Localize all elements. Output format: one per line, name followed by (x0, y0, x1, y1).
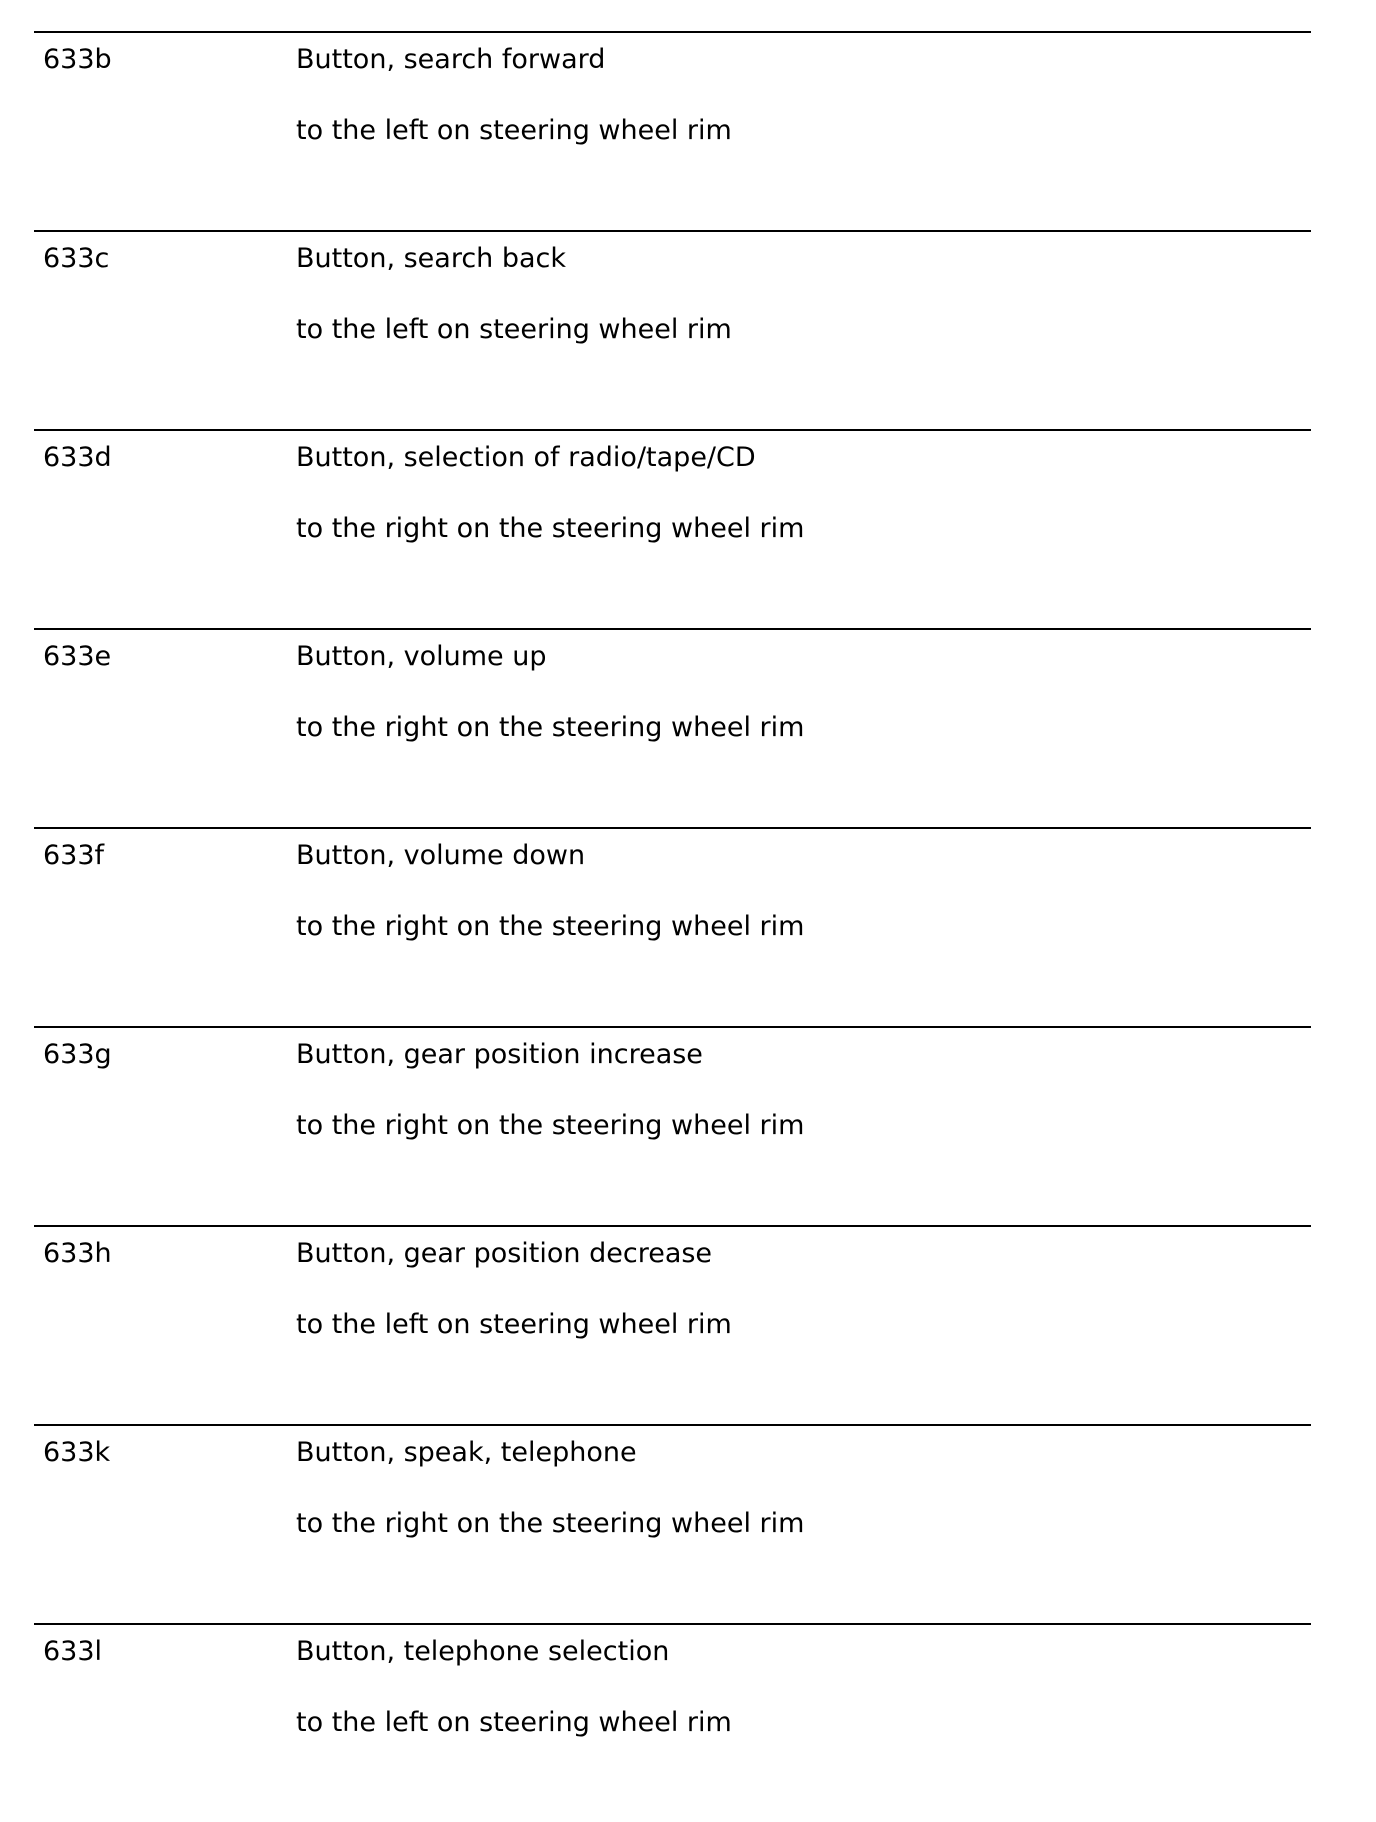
part-code: 633c (43, 243, 110, 274)
table-row (34, 827, 1311, 1026)
part-location: to the right on the steering wheel rim (296, 1110, 805, 1141)
part-location: to the right on the steering wheel rim (296, 1508, 805, 1539)
part-location: to the right on the steering wheel rim (296, 911, 805, 942)
table-row (34, 1424, 1311, 1623)
part-code: 633l (43, 1636, 103, 1667)
part-location: to the right on the steering wheel rim (296, 712, 805, 743)
part-code: 633b (43, 44, 112, 75)
part-code: 633g (43, 1039, 112, 1070)
table-row (34, 31, 1311, 230)
table-row (34, 230, 1311, 429)
part-code: 633h (43, 1238, 112, 1269)
part-description: Button, volume down (296, 840, 586, 871)
part-code: 633f (43, 840, 105, 871)
part-location: to the left on steering wheel rim (296, 1309, 732, 1340)
part-code: 633k (43, 1437, 111, 1468)
part-location: to the left on steering wheel rim (296, 1707, 732, 1738)
part-description: Button, gear position increase (296, 1039, 703, 1070)
table-row (34, 1623, 1311, 1822)
table-row (34, 628, 1311, 827)
part-location: to the left on steering wheel rim (296, 115, 732, 146)
part-description: Button, speak, telephone (296, 1437, 637, 1468)
part-description: Button, telephone selection (296, 1636, 670, 1667)
table-row (34, 1026, 1311, 1225)
table-row (34, 1225, 1311, 1424)
table-row (34, 429, 1311, 628)
part-description: Button, gear position decrease (296, 1238, 713, 1269)
part-description: Button, volume up (296, 641, 547, 672)
parts-table (34, 31, 1311, 1822)
part-description: Button, search forward (296, 44, 606, 75)
part-description: Button, search back (296, 243, 567, 274)
part-code: 633e (43, 641, 112, 672)
part-code: 633d (43, 442, 112, 473)
part-location: to the right on the steering wheel rim (296, 513, 805, 544)
part-location: to the left on steering wheel rim (296, 314, 732, 345)
part-description: Button, selection of radio/tape/CD (296, 442, 756, 473)
